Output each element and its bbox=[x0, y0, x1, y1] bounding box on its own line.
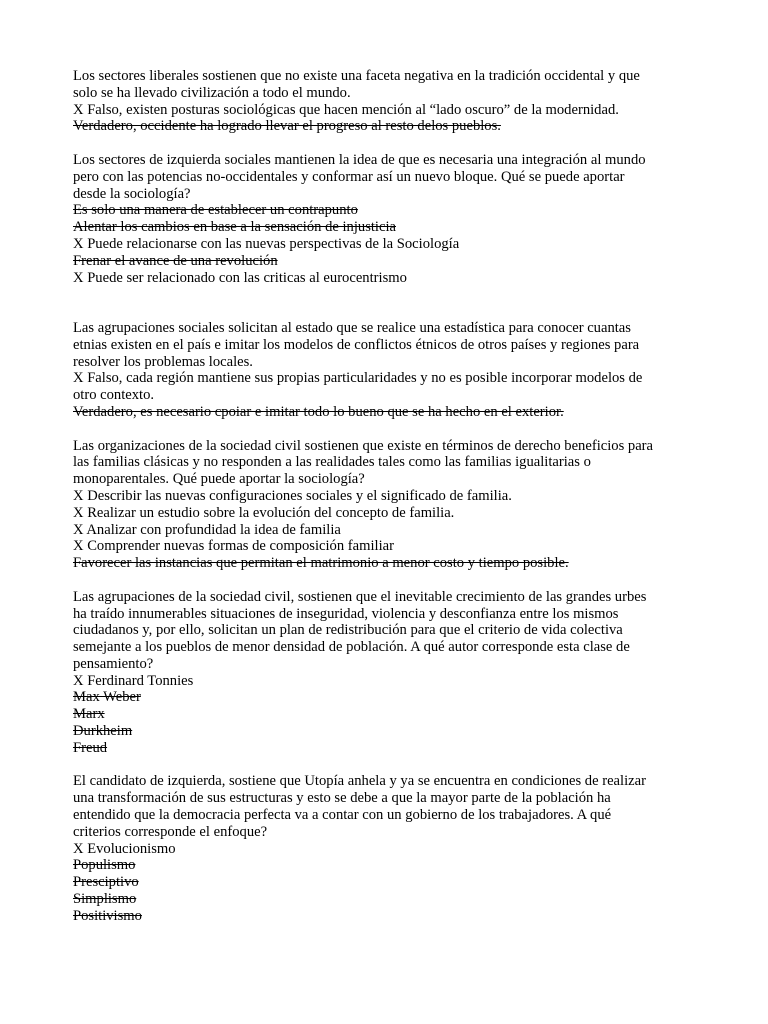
question-text: entendido que la democracia perfecta va a contar con un gobierno de los trabajadores. A qué bbox=[73, 807, 612, 824]
answer-option: X Puede relacionarse con las nuevas perspectivas de la Sociología bbox=[73, 235, 460, 252]
paragraph-gap bbox=[73, 572, 695, 589]
answer-option: X Analizar con profundidad la idea de familia bbox=[73, 521, 341, 538]
answer-option: otro contexto. bbox=[73, 387, 155, 404]
paragraph-gap bbox=[73, 757, 695, 774]
answer-option: X Comprender nuevas formas de composición familiar bbox=[73, 538, 394, 555]
answer-option: X Falso, existen posturas sociológicas que hacen mención al “lado oscuro” de la modernidad. bbox=[73, 101, 619, 118]
question-block bbox=[73, 438, 695, 572]
answer-option-struck: Alentar los cambios en base a la sensación de injusticia bbox=[73, 219, 396, 236]
question-text: las familias clásicas y no responden a las realidades tales como las familias igualitarias o bbox=[73, 454, 591, 471]
paragraph-gap bbox=[73, 135, 695, 152]
question-block bbox=[73, 320, 695, 421]
question-text: ha traído innumerables situaciones de inseguridad, violencia y desconfianza entre los mismos bbox=[73, 605, 619, 622]
question-text: resolver los problemas locales. bbox=[73, 353, 253, 370]
question-block bbox=[73, 589, 695, 757]
question-text: ciudadanos y, por ello, solicitan un plan de redistribución para que el criterio de vida colectiva bbox=[73, 622, 623, 639]
question-text: solo se ha llevado civilización a todo el mundo. bbox=[73, 84, 351, 101]
question-block bbox=[73, 152, 695, 286]
answer-option-struck: Es solo una manera de establecer un contrapunto bbox=[73, 202, 358, 219]
answer-option-struck: Simplismo bbox=[73, 891, 137, 908]
answer-option-struck: Marx bbox=[73, 706, 105, 723]
question-block bbox=[73, 68, 695, 135]
answer-option-struck: Freud bbox=[73, 739, 108, 756]
question-text: Las agrupaciones de la sociedad civil, sostienen que el inevitable crecimiento de las grandes urbes bbox=[73, 588, 647, 605]
answer-option: X Describir las nuevas configuraciones sociales y el significado de familia. bbox=[73, 487, 512, 504]
question-text: etnias existen en el país e imitar los modelos de conflictos étnicos de otros países y regiones para bbox=[73, 336, 640, 353]
question-text: criterios corresponde el enfoque? bbox=[73, 823, 268, 840]
answer-option: X Evolucionismo bbox=[73, 840, 176, 857]
answer-option-struck: Positivismo bbox=[73, 907, 142, 924]
question-text: Los sectores de izquierda sociales mantienen la idea de que es necesaria una integración al mundo bbox=[73, 151, 646, 168]
answer-option-struck: Presciptivo bbox=[73, 874, 139, 891]
paragraph-gap bbox=[73, 286, 695, 320]
question-text: una transformación de sus estructuras y esto se debe a que la mayor parte de la población ha bbox=[73, 790, 611, 807]
answer-option-struck: Durkheim bbox=[73, 723, 133, 740]
question-text: semejante a los pueblos de menor densidad de población. A qué autor corresponde esta clase de bbox=[73, 639, 630, 656]
answer-option: X Puede ser relacionado con las criticas al eurocentrismo bbox=[73, 269, 407, 286]
question-text: desde la sociología? bbox=[73, 185, 191, 202]
answer-option-struck: Verdadero, occidente ha logrado llevar el progreso al resto delos pueblos. bbox=[73, 118, 501, 135]
document-page bbox=[73, 68, 695, 925]
answer-option-struck: Frenar el avance de una revolución bbox=[73, 252, 278, 269]
question-text: Las organizaciones de la sociedad civil sostienen que existe en términos de derecho beneficios para bbox=[73, 437, 654, 454]
answer-option: X Realizar un estudio sobre la evolución del concepto de familia. bbox=[73, 504, 455, 521]
answer-option-struck: Max Weber bbox=[73, 689, 141, 706]
answer-option-struck: Favorecer las instancias que permitan el matrimonio a menor costo y tiempo posible. bbox=[73, 555, 569, 572]
question-block bbox=[73, 773, 695, 924]
question-text: El candidato de izquierda, sostiene que Utopía anhela y ya se encuentra en condiciones de realizar bbox=[73, 773, 646, 790]
paragraph-gap bbox=[73, 421, 695, 438]
answer-option-struck: Verdadero, es necesario cpoiar e imitar todo lo bueno que se ha hecho en el exterior. bbox=[73, 403, 564, 420]
answer-option-struck: Populismo bbox=[73, 857, 136, 874]
question-text: monoparentales. Qué puede aportar la sociología? bbox=[73, 471, 365, 488]
question-text: pensamiento? bbox=[73, 655, 154, 672]
question-text: Las agrupaciones sociales solicitan al estado que se realice una estadística para conocer cuantas bbox=[73, 319, 631, 336]
question-text: pero con las potencias no-occidentales y conformar así un nuevo bloque. Qué se puede aportar bbox=[73, 168, 625, 185]
answer-option: X Ferdinard Tonnies bbox=[73, 672, 194, 689]
answer-option: X Falso, cada región mantiene sus propias particularidades y no es posible incorporar modelos de bbox=[73, 370, 643, 387]
question-text: Los sectores liberales sostienen que no existe una faceta negativa en la tradición occidental y que bbox=[73, 68, 640, 84]
